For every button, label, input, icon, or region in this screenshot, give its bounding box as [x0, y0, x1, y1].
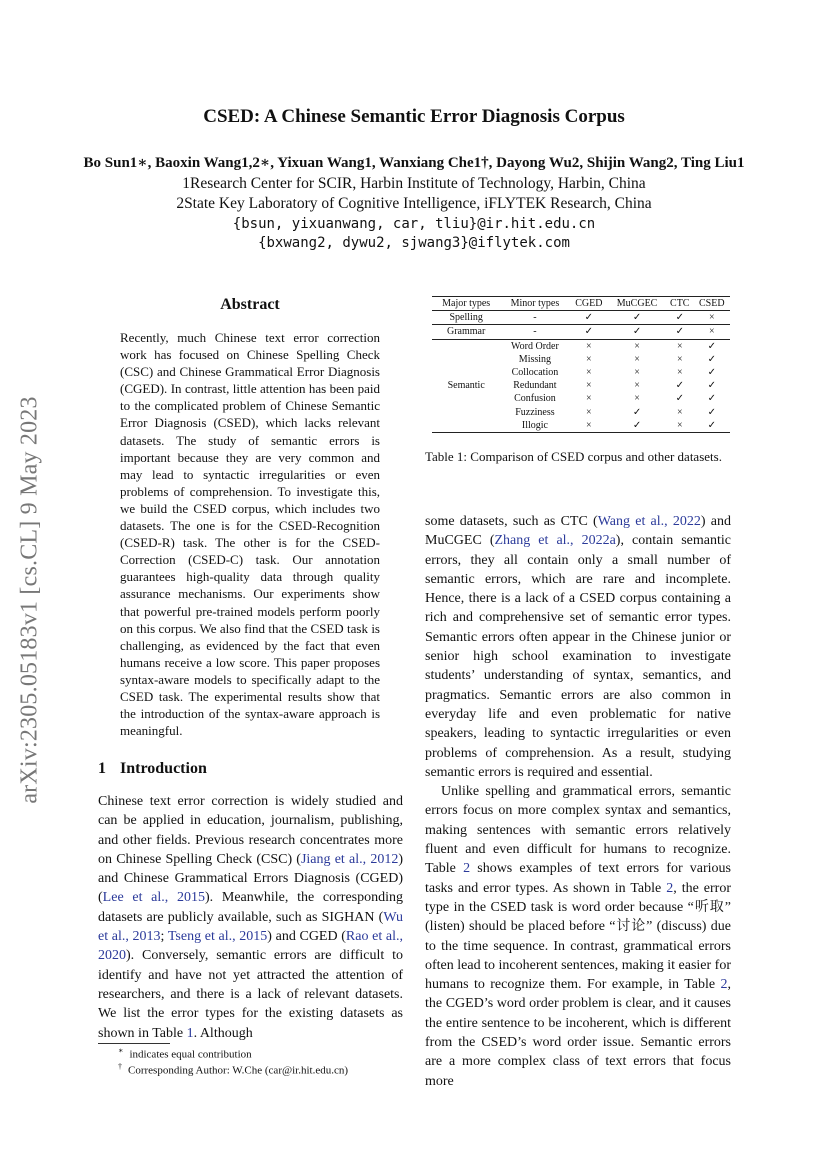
- affiliation-1: 1Research Center for SCIR, Harbin Institute of Technology, Harbin, China: [182, 175, 646, 192]
- mark-cell: ×: [708, 326, 715, 338]
- body-text: Chinese text error correction is widely studied and can be applied in education, journalism, publishing, and other fields. Previous research concentrates more on Chinese Spelling Check (CSC) (: [98, 794, 403, 867]
- body-text: ). Conversely, semantic errors are difficult to identify and have not yet attracted the attention of researchers, and there is a lack of relevant datasets. We list the error types for the existing datasets as shown in Table: [98, 948, 403, 1041]
- mark-cell: ×: [634, 367, 640, 379]
- intro-left-column: [98, 792, 403, 1043]
- minor-type-cell: Illogic: [521, 419, 548, 431]
- mark-cell: ×: [586, 340, 592, 352]
- section-heading: [98, 760, 207, 778]
- mark-cell: ✓: [632, 312, 642, 324]
- table-ref-link[interactable]: 2: [720, 977, 728, 993]
- body-text: ;: [160, 929, 168, 945]
- table-row: [432, 339, 730, 353]
- table-ref-link[interactable]: 1: [186, 1025, 194, 1041]
- section-title: Introduction: [120, 760, 207, 777]
- header-cell: CTC: [670, 298, 690, 310]
- mark-cell: ✓: [632, 326, 642, 338]
- email-line-2: {bxwang2, dywu2, sjwang3}@iflytek.com: [258, 235, 570, 251]
- section-number: 1: [98, 760, 106, 777]
- body-text: ), contain semantic errors, they all contain only a small number of semantic errors, which are rare and incomplete. Hence, there is a lack of a CSED corpus containing a rich and comprehensive set of semantic error types. Semantic errors often appear in the Chinese junior or senior high school examination to investigate students’ understanding of syntax, semantics, and pragmatics. Semantic errors are also common in everyday life and even problematic for native speakers, leading to syntactic irregularities or even problems of comprehension. As a result, studying semantic errors is required and essential.: [425, 533, 731, 780]
- mark-cell: ×: [634, 393, 640, 405]
- minor-type-cell: Redundant: [513, 380, 557, 392]
- intro-right-column: [425, 512, 731, 1091]
- minor-type-cell: -: [533, 326, 537, 338]
- mark-cell: ×: [708, 312, 715, 324]
- table-row: [432, 325, 730, 339]
- mark-cell: ✓: [707, 406, 716, 418]
- citation-link[interactable]: Wang et al., 2022: [597, 514, 701, 529]
- mark-cell: ✓: [632, 419, 642, 431]
- mark-cell: ×: [634, 353, 640, 365]
- table-row: [432, 379, 730, 392]
- table-row: [432, 419, 730, 433]
- mark-cell: ✓: [707, 419, 716, 431]
- mark-cell: ×: [586, 393, 592, 405]
- mark-cell: ×: [586, 419, 592, 431]
- body-text: ) and MuCGEC (: [425, 514, 731, 549]
- citation-link[interactable]: Zhang et al., 2022a: [494, 533, 616, 549]
- mark-cell: ×: [676, 353, 683, 365]
- mark-cell: ✓: [707, 353, 716, 365]
- arxiv-stamp: [8, 360, 52, 840]
- mark-cell: ×: [676, 419, 683, 431]
- major-type-cell: Semantic: [447, 380, 485, 392]
- footnote-rule: [98, 1043, 170, 1044]
- mark-cell: ×: [586, 367, 592, 379]
- arxiv-stamp-text: arXiv:2305.05183v1 [cs.CL] 9 May 2023: [16, 396, 43, 804]
- body-text: ). Meanwhile, the corresponding datasets are publicly available, such as SIGHAN (: [98, 890, 403, 925]
- minor-type-cell: Confusion: [514, 393, 556, 405]
- mark-cell: ✓: [707, 340, 716, 352]
- footnote-2: [118, 1062, 348, 1077]
- header-cell: Minor types: [510, 298, 560, 310]
- table-row: [432, 353, 730, 366]
- table-row: [432, 366, 730, 379]
- citation-link[interactable]: Wu et al., 2013: [98, 909, 403, 945]
- header-cell: CGED: [575, 298, 603, 310]
- table-ref-link[interactable]: 2: [463, 861, 471, 877]
- footnote-1: [118, 1046, 252, 1061]
- footnote-text: Corresponding Author: W.Che (car@ir.hit.edu.cn): [128, 1064, 349, 1077]
- mark-cell: ✓: [675, 326, 684, 338]
- minor-type-cell: Missing: [518, 353, 552, 365]
- citation-link[interactable]: Rao et al., 2020: [98, 929, 404, 964]
- mark-cell: ✓: [707, 380, 716, 392]
- mark-cell: ×: [676, 406, 683, 418]
- body-text: . Although: [193, 1025, 253, 1041]
- table-row: [432, 406, 730, 419]
- footnote-mark: †: [118, 1062, 122, 1071]
- minor-type-cell: Collocation: [511, 367, 559, 379]
- minor-type-cell: -: [533, 312, 537, 324]
- table-row: [432, 311, 730, 325]
- abstract-text: Recently, much Chinese text error correction work has focused on Chinese Spelling Check (CSC) and Chinese Grammatical Error Diagnosis (CGED). In contrast, little attention has been paid to the complicated problem of Chinese Semantic Error Diagnosis (CSED), which lacks relevant datasets. The study of semantic errors is important because they are very common and may lead to syntactic irregularities or even problems of comprehension. To investigate this, we build the CSED corpus, which includes two datasets. The one is for the CSED-Recognition (CSED-R) task. The other is for the CSED-Correction (CSED-C) task. Our annotation guarantees high-quality data through quality assurance mechanisms. Our experiments show that powerful pre-trained models perform poorly on this corpus. We also find that the CSED task is challenging, as evidenced by the fact that even humans receive a low score. This paper proposes syntax-aware models to specifically adapt to the CSED task. The experimental results show that the introduction of the syntax-aware approach is meaningful.: [120, 330, 380, 739]
- affiliation-2: 2State Key Laboratory of Cognitive Intelligence, iFLYTEK Research, China: [176, 195, 652, 212]
- mark-cell: ×: [586, 353, 592, 365]
- paragraph: [425, 782, 731, 1091]
- paper-title: CSED: A Chinese Semantic Error Diagnosis Corpus: [203, 106, 625, 127]
- mark-cell: ✓: [632, 406, 642, 418]
- body-text: shows examples of text errors for various tasks and error types. As shown in Table: [425, 861, 731, 896]
- mark-cell: ✓: [584, 326, 594, 338]
- major-type-cell: Spelling: [449, 312, 483, 324]
- mark-cell: ×: [586, 380, 592, 392]
- table-ref-link[interactable]: 2: [666, 880, 674, 896]
- major-type-cell: Grammar: [447, 326, 486, 338]
- header-cell: Major types: [442, 298, 491, 310]
- author-list-text: Bo Sun1∗, Baoxin Wang1,2∗, Yixuan Wang1, Wanxiang Che1†, Dayong Wu2, Shijin Wang2, Ting Liu1: [83, 155, 745, 171]
- major-type-cell: [432, 366, 500, 379]
- minor-type-cell: Word Order: [511, 340, 559, 352]
- mark-cell: ×: [634, 380, 640, 392]
- mark-cell: ✓: [675, 380, 684, 392]
- mark-cell: ✓: [584, 312, 594, 324]
- comparison-table: [432, 296, 730, 433]
- mark-cell: ✓: [675, 393, 684, 405]
- mark-cell: ✓: [707, 367, 716, 379]
- mark-cell: ×: [634, 340, 640, 352]
- table-caption: Table 1: Comparison of CSED corpus and other datasets.: [425, 449, 722, 464]
- mark-cell: ×: [676, 367, 683, 379]
- body-text: ) and CGED (: [267, 929, 346, 945]
- citation-link[interactable]: Tseng et al., 2015: [167, 929, 268, 945]
- body-text: , the CGED’s word order problem is clear, and it causes the entire sentence to be incoherent, which is different from the CSED’s word order issue. Semantic errors are a more complex class of text errors that focus more: [425, 977, 731, 1089]
- body-text: , the error type in the CSED task is word order because “听取” (listen) should be placed before “讨论” (discuss) due to the time sequence. In contrast, grammatical errors often lead to incoherent sentences, making it easier for humans to recognize them. For example, in Table: [425, 880, 731, 993]
- mark-cell: ✓: [707, 393, 716, 405]
- citation-link[interactable]: Lee et al., 2015: [102, 890, 206, 906]
- mark-cell: ×: [586, 406, 592, 418]
- footnote-text: indicates equal contribution: [129, 1048, 252, 1061]
- major-type-cell: [432, 392, 500, 405]
- body-text: Unlike spelling and grammatical errors, semantic errors focus on more complex syntax and semantics, making sentences with semantic errors relatively fluent and even difficult for humans to recognize. Table: [425, 784, 731, 877]
- footnote-mark: ∗: [118, 1046, 124, 1055]
- header-cell: MuCGEC: [616, 298, 658, 310]
- abstract-heading: Abstract: [220, 296, 280, 313]
- minor-type-cell: Fuzziness: [515, 406, 555, 418]
- mark-cell: ✓: [675, 312, 684, 324]
- table-row: [432, 392, 730, 405]
- citation-link[interactable]: Jiang et al., 2012: [300, 851, 399, 867]
- major-type-cell: [432, 353, 500, 366]
- table-header-row: [432, 297, 730, 311]
- mark-cell: ×: [676, 340, 683, 352]
- author-list: [0, 153, 828, 172]
- body-text: ) and Chinese Grammatical Errors Diagnosis (CGED) (: [98, 851, 403, 906]
- paragraph: [425, 512, 731, 782]
- major-type-cell: [432, 419, 500, 433]
- major-type-cell: [432, 339, 500, 353]
- email-line-1: {bsun, yixuanwang, car, tliu}@ir.hit.edu.cn: [232, 216, 596, 232]
- header-cell: CSED: [699, 298, 725, 310]
- body-text: some datasets, such as CTC (: [425, 514, 598, 529]
- major-type-cell: [432, 406, 500, 419]
